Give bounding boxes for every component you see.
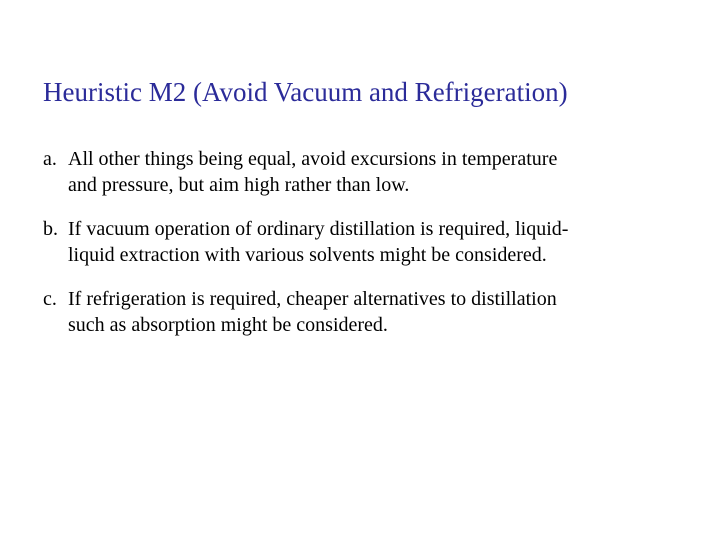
list-item-b-line-1: If vacuum operation of ordinary distillation is required, liquid-: [68, 218, 569, 240]
list-item-a-line-2: and pressure, but aim high rather than low.: [68, 174, 410, 196]
slide-title: Heuristic M2 (Avoid Vacuum and Refrigeration): [43, 77, 568, 107]
list-marker-c: c.: [43, 288, 57, 310]
list-item-c-line-2: such as absorption might be considered.: [68, 314, 388, 336]
list-item-c-line-1: If refrigeration is required, cheaper alternatives to distillation: [68, 288, 557, 310]
list-item-a-line-1: All other things being equal, avoid excursions in temperature: [68, 148, 558, 170]
list-marker-a: a.: [43, 148, 57, 170]
list-item-b-line-2: liquid extraction with various solvents might be considered.: [68, 244, 547, 266]
list-item-b: [43, 216, 683, 268]
list-marker-b: b.: [43, 218, 58, 240]
heuristic-list: [43, 146, 683, 356]
list-item-c: [43, 286, 683, 338]
list-item-a: [43, 146, 683, 198]
